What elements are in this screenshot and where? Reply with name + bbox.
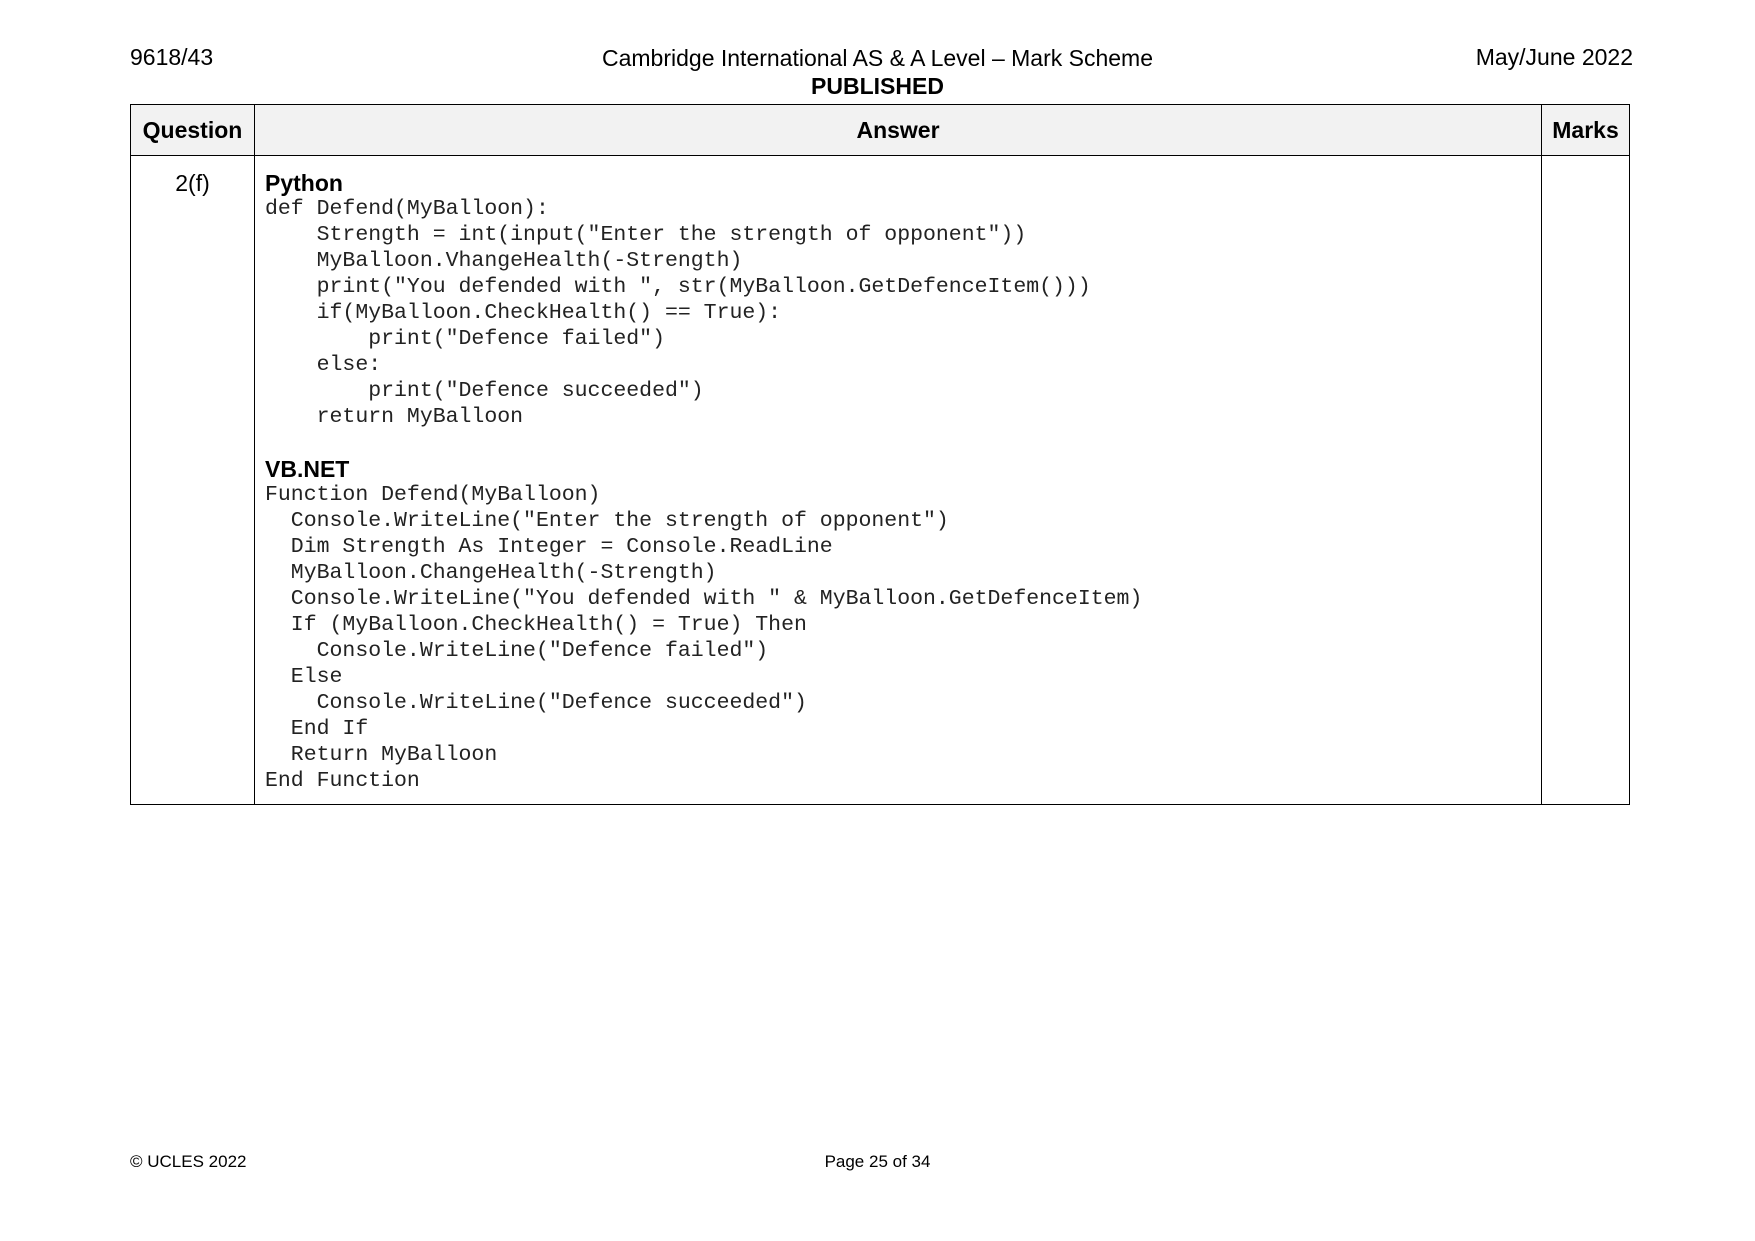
page-number: Page 25 of 34 (824, 1152, 931, 1171)
vbnet-heading: VB.NET (265, 456, 350, 482)
exam-session: May/June 2022 (1475, 44, 1633, 70)
python-code: def Defend(MyBalloon): Strength = int(input("Enter the strength of opponent")) MyBalloon.VhangeHealth(-Strength) print("You defended with ", str(MyBalloon.GetDefenceItem())) if(MyBalloon.CheckHealth() == True): print("Defence failed") else: print("Defence succeeded") return MyBalloon (265, 197, 1091, 429)
answer-column-header: Answer (255, 105, 1542, 156)
copyright-notice: © UCLES 2022 (130, 1152, 247, 1171)
vbnet-code: Function Defend(MyBalloon) Console.WriteLine("Enter the strength of opponent") Dim Strength As Integer = Console.ReadLine MyBalloon.ChangeHealth(-Strength) Console.WriteLine("You defended with " & MyBalloon.GetDefenceItem) If (MyBalloon.CheckHealth() = True) Then Console.WriteLine("Defence failed") Else Console.WriteLine("Defence succeeded") End If Return MyBalloon End Function (265, 483, 1143, 793)
document-title: Cambridge International AS & A Level – Mark Scheme (601, 45, 1154, 71)
mark-scheme-table (130, 104, 1630, 805)
marks-column-header: Marks (1542, 105, 1630, 156)
question-column-header: Question (131, 105, 255, 156)
marks-cell (1542, 156, 1630, 805)
answer-cell (255, 156, 1542, 805)
question-number: 2(f) (131, 156, 255, 805)
published-label: PUBLISHED (811, 73, 944, 99)
paper-code: 9618/43 (130, 44, 214, 70)
python-heading: Python (265, 170, 343, 196)
table-header-row (131, 105, 1630, 156)
table-row (131, 156, 1630, 805)
